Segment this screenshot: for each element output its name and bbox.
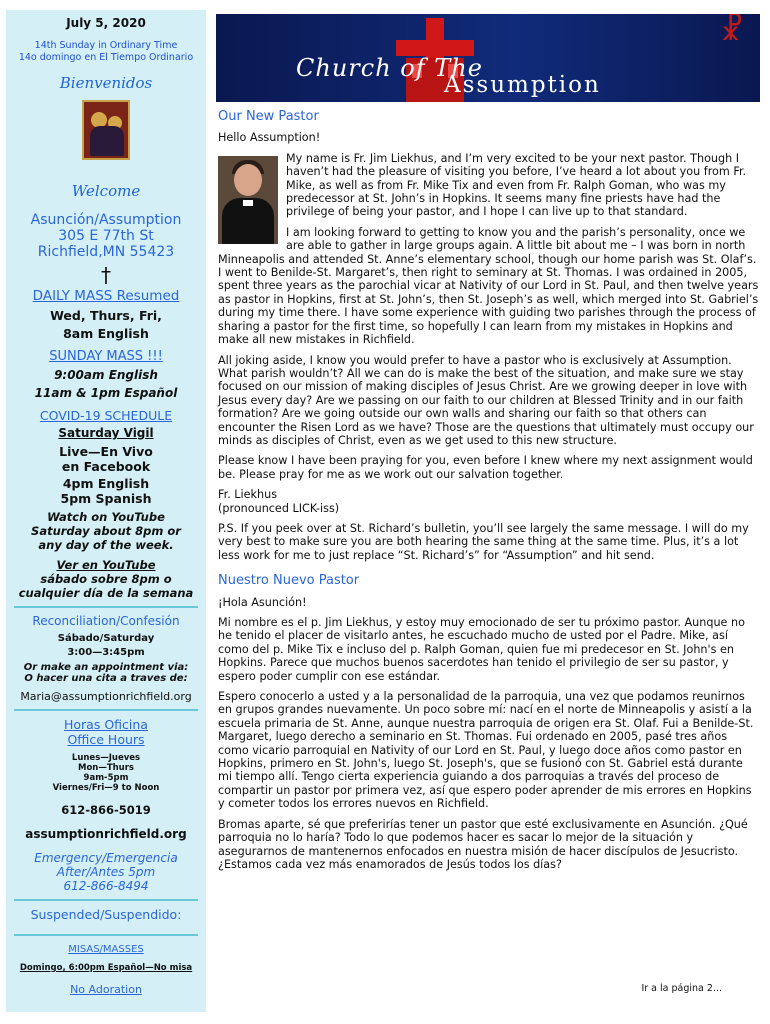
paragraph-2: I am looking forward to getting to know you and the parish’s personality, once we are able to gather in large groups again. A little bit about me – I was born in north Minneapolis and attended St. Anne’s elementary school, though our home parish was St. Olaf’s. I went to Benilde-St. Margaret’s, then right to seminary at St. Thomas. I was ordained in 2005, spent three years as the parochial vicar at Nativity of our Lord in St. Paul, and then twelve years as pastor in Hopkins, first at St. John’s, then St. Joseph’s as well, which merged into St. Gabriel’s during my time there. I have some experience with guiding two parishes through the process of sharing a pastor for the first time, so hopefully I can learn from my mistakes in Hopkins and make all new mistakes in Richfield.: [218, 225, 759, 347]
office-phone[interactable]: 612-866-5019: [61, 803, 151, 817]
paragraph-4: Please know I have been praying for you, even before I knew where my next assignment would be. Please pray for me as we work out our salvation together.: [218, 454, 753, 481]
website-link[interactable]: assumptionrichfield.org: [25, 827, 187, 841]
liturgical-day-spanish: 14o domingo en El Tiempo Ordinario: [18, 52, 194, 63]
covid-schedule-link[interactable]: COVID-19 SCHEDULE: [39, 408, 173, 423]
no-adoration: No Adoration: [70, 983, 142, 996]
divider: [14, 709, 198, 711]
paragraph-es-3: Bromas aparte, sé que preferirías tener un pastor que esté exclusivamente en Asunción. ¿Qué parroquia no lo haría? Todo lo que podemos hacer es sacar lo mejor de la situación y asegurarnos de mantenernos enfocados en nuestra misión de hacer discípulos de Jesucristo. ¿Estamos cada vez más enamorados de Jesús todos los días?: [218, 817, 748, 871]
main-article: [218, 110, 760, 878]
daily-mass-time: 8am English: [63, 326, 149, 341]
paragraph-1: My name is Fr. Jim Liekhus, and I’m very excited to be your next pastor. Though I haven’t had the pleasure of visiting you before, I’ve heard a lot about you from Fr. Mike, as well as from Fr. Mike Tix and even from Fr. Ralph Goman, who was my predecessor at St. John’s in Hopkins. It seems many fine priests have had the privilege of being your pastor, and I hope I can live up to that standard.: [286, 151, 747, 219]
welcome-heading: Welcome: [71, 182, 141, 200]
office-hours-heading-es: Horas Oficina: [64, 717, 148, 732]
suspended-heading: Suspended/Suspendido:: [30, 907, 182, 922]
continued-link[interactable]: Ir a la página 2...: [641, 983, 722, 994]
chi-rho-icon: ☧: [720, 14, 744, 48]
banner-title-line1: Church of The: [296, 54, 483, 82]
paragraph-es-1: Mi nombre es el p. Jim Liekhus, y estoy muy emocionado de ser tu próximo pastor. Aunque no he tenido el placer de visitarlo antes, he escuchado mucho de usted por el Padre. Mike, así como del p. Mike Tix e incluso del p. Ralph Goman, quien fue mi predecesor en St. John's en Hopkins. Parece que muchos buenos sacerdotes han tenido el privilegio de ser su pastor, y espero poder cumplir con ese estándar.: [218, 616, 745, 683]
office-hours-time: 9am-5pm: [83, 773, 129, 783]
banner-title-line2: Assumption: [444, 72, 601, 98]
divider: [14, 934, 198, 936]
youtube-spanish-2: sábado sobre 8pm o: [40, 572, 172, 586]
greeting-english: Hello Assumption!: [218, 131, 321, 145]
divider: [14, 899, 198, 901]
divider: [14, 606, 198, 608]
signature-name: Fr. Liekhus: [218, 488, 278, 502]
parish-city: Richfield,MN 55423: [37, 244, 175, 260]
emergency-phone[interactable]: 612-866-8494: [63, 879, 149, 893]
bulletin-date: July 5, 2020: [66, 16, 146, 30]
misas-heading: MISAS/MASSES: [68, 944, 144, 955]
pastor-photo: [218, 156, 278, 244]
youtube-spanish-1: Ver en YouTube: [56, 558, 156, 572]
on-facebook: en Facebook: [61, 459, 151, 474]
postscript: P.S. If you peek over at St. Richard’s bulletin, you’ll see largely the same message. I will do my very best to make sure you are both hearing the same thing at the same time. Plus, it’s a lot less work for me to just replace “St. Richard’s” for “Assumption” and hit send.: [218, 521, 749, 562]
youtube-english-2: Saturday about 8pm or: [31, 524, 181, 538]
sunday-mass-english: 9:00am English: [54, 368, 158, 382]
office-friday: Viernes/Fri—9 to Noon: [52, 783, 160, 793]
appointment-spanish: O hacer una cita a traves de:: [24, 673, 188, 684]
vigil-spanish: 5pm Spanish: [60, 491, 152, 506]
appointment-english: Or make an appointment via:: [23, 662, 189, 673]
domingo-note: Domingo, 6:00pm Español—No misa: [19, 963, 193, 973]
liturgical-day-english: 14th Sunday in Ordinary Time: [34, 40, 178, 51]
reconciliation-days: Sábado/Saturday: [57, 633, 155, 644]
cross-icon: †: [101, 263, 111, 287]
email-link[interactable]: Maria@assumptionrichfield.org: [20, 690, 192, 703]
office-days-es: Lunes—Jueves: [71, 753, 141, 763]
sunday-mass-link[interactable]: SUNDAY MASS !!!: [49, 349, 163, 364]
saturday-vigil: Saturday Vigil: [58, 426, 154, 440]
youtube-english-1: Watch on YouTube: [47, 510, 165, 524]
madonna-icon: [82, 100, 130, 160]
daily-mass-link[interactable]: DAILY MASS Resumed: [32, 288, 180, 304]
youtube-spanish-3: cualquier día de la semana: [18, 586, 194, 600]
emergency-after: After/Antes 5pm: [56, 865, 156, 879]
paragraph-es-2: Espero conocerlo a usted y a la personalidad de la parroquia, una vez que podamos reunirnos en grupos grandes nuevamente. Un poco sobre mí: nací en el norte de Minneapolis y asistí a la escuela primaria de St. Anne, aunque nuestra parroquia de origen era St. Olaf. Fui a Benilde-St. Margaret, luego derecho a seminario en St. Thomas. Fui ordenado en 2005, pasé tres años como vicario parroquial en Nativity of our Lord en St. Paul, y luego doce años como pastor en Hopkins, primero en St. John's, luego St. Joseph's, que se fusionó con St. Gabriel está durante mi tiempo allí. Tengo cierta experiencia guiando a dos parroquias a través del proceso de compartir un pastor por primera vez, así que espero poder aprender de mis errores en Hopkins y cometer todos los errores nuevos en Richfield.: [218, 690, 754, 811]
office-hours-heading-en: Office Hours: [67, 732, 145, 747]
daily-mass-days: Wed, Thurs, Fri,: [50, 308, 162, 323]
signature-pronunciation: (pronounced LICK-iss): [218, 501, 340, 515]
vigil-english: 4pm English: [62, 476, 150, 491]
parish-name: Asunción/Assumption: [30, 212, 182, 228]
paragraph-3: All joking aside, I know you would prefer to have a pastor who is exclusively at Assumption. What parish wouldn’t? All we can do is make the best of the situation, and make sure we stay focused on our mission of making disciples of Jesus Christ. Are we growing deeper in love with Jesus every day? Are we passing on our faith to our children at Blessed Trinity and in our faith formation? Are we going outside our own walls and sharing our faith so that others can encounter the Risen Lord as we have? Those are the questions that ultimately must occupy our minds as disciples of Christ, even as we get used to this new structure.: [218, 353, 754, 447]
heading-english: Our New Pastor: [218, 109, 319, 124]
bienvenidos-heading: Bienvenidos: [59, 74, 153, 92]
heading-spanish: Nuestro Nuevo Pastor: [218, 573, 360, 589]
sidebar: [6, 10, 206, 1012]
reconciliation-time: 3:00—3:45pm: [67, 647, 145, 658]
sunday-mass-spanish: 11am & 1pm Español: [34, 386, 178, 400]
greeting-spanish: ¡Hola Asunción!: [218, 595, 307, 609]
church-banner: [216, 14, 760, 102]
office-days-en: Mon—Thurs: [77, 763, 134, 773]
youtube-english-3: any day of the week.: [38, 538, 174, 552]
reconciliation-heading: Reconciliation/Confesión: [32, 614, 180, 628]
emergency-label: Emergency/Emergencia: [34, 851, 178, 865]
live-label: Live—En Vivo: [59, 444, 153, 459]
parish-street: 305 E 77th St: [58, 228, 154, 244]
